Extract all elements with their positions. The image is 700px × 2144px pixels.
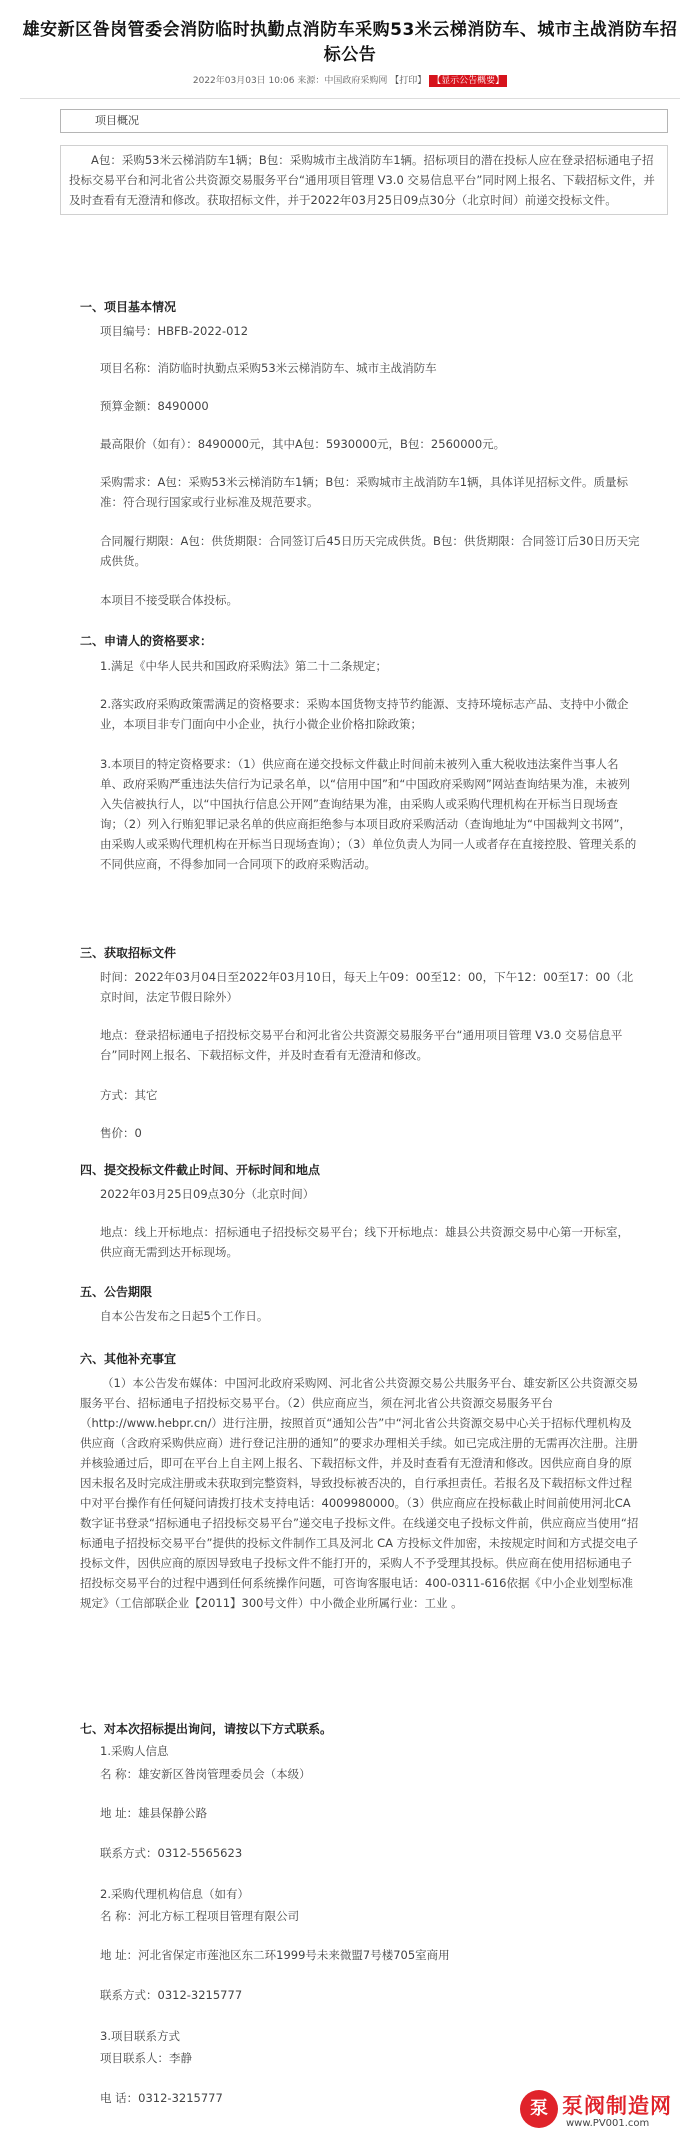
qualification-item-2: 2.落实政府采购政策需满足的资格要求：采购本国货物支持节约能源、支持环境标志产品、支持中小微企业，本项目非专门面向中小企业，执行小微企业价格扣除政策； xyxy=(100,697,629,731)
consortium-note: 本项目不接受联合体投标。 xyxy=(100,593,238,607)
agent-address: 地 址：河北省保定市莲池区东二环1999号未来微盟7号楼705室商用 xyxy=(100,1948,450,1962)
section-7-heading: 七、对本次招标提出询问，请按以下方式联系。 xyxy=(80,1722,333,1736)
project-number: 项目编号：HBFB-2022-012 xyxy=(100,324,249,338)
acquire-price: 售价：0 xyxy=(100,1126,142,1140)
site-watermark xyxy=(520,2086,690,2136)
agent-info-title: 2.采购代理机构信息（如有） xyxy=(100,1887,249,1901)
acquire-place: 地点：登录招标通电子招投标交易平台和河北省公共资源交易服务平台“通用项目管理 V3.0 交易信息平台”同时网上报名、下载招标文件，并及时查看有无澄清和修改。 xyxy=(100,1028,623,1062)
watermark-name: 泵阀制造网 xyxy=(562,2094,672,2118)
submission-deadline: 2022年03月25日09点30分（北京时间） xyxy=(100,1187,315,1201)
document-page xyxy=(20,0,680,215)
publish-info: 2022年03月03日 10:06 来源：中国政府采购网 xyxy=(192,76,388,86)
show-summary-button[interactable]: 【显示公告概要】 xyxy=(429,75,507,87)
overview-text: A包：采购53米云梯消防车1辆；B包：采购城市主战消防车1辆。招标项目的潜在投标人应在登录招标通电子招投标交易平台和河北省公共资源交易服务平台“通用项目管理 V3.0 交易信息平台”同时网上报名、下载招标文件，并及时查看有无澄清和修改。获取招标文件，并于2022年03月25日09点30分（北京时间）前递交投标文件。 xyxy=(60,145,668,215)
announcement-period: 自本公告发布之日起5个工作日。 xyxy=(100,1309,269,1323)
acquire-time: 时间：2022年03月04日至2022年03月10日，每天上午09：00至12：00，下午12：00至17：00（北京时间，法定节假日除外） xyxy=(100,970,634,1004)
contract-period: 合同履行期限：A包：供货期限：合同签订后45日历天完成供货。B包：供货期限：合同签订后30日历天完成供货。 xyxy=(100,534,640,568)
procurement-requirements: 采购需求：A包：采购53米云梯消防车1辆；B包：采购城市主战消防车1辆，具体详见招标文件。质量标准：符合现行国家或行业标准及规范要求。 xyxy=(100,475,629,509)
qualification-item-1: 1.满足《中华人民共和国政府采购法》第二十二条规定； xyxy=(100,659,387,673)
overview-box: 项目概况 xyxy=(60,109,668,133)
buyer-info-title: 1.采购人信息 xyxy=(100,1744,169,1758)
contact-person: 项目联系人：李静 xyxy=(100,2051,192,2065)
section-5-heading: 五、公告期限 xyxy=(80,1285,153,1299)
opening-place: 地点：线上开标地点：招标通电子招投标交易平台；线下开标地点：雄县公共资源交易中心第一开标室，供应商无需到达开标现场。 xyxy=(100,1225,629,1259)
agent-phone: 联系方式：0312-3215777 xyxy=(100,1988,243,2002)
project-name: 项目名称：消防临时执勤点采购53米云梯消防车、城市主战消防车 xyxy=(100,361,437,375)
budget: 预算金额：8490000 xyxy=(100,399,209,413)
section-3-heading: 三、获取招标文件 xyxy=(80,946,177,960)
supplementary-notes: （1）本公告发布媒体：中国河北政府采购网、河北省公共资源交易公共服务平台、雄安新区公共资源交易服务平台、招标通电子招投标交易平台。（2）供应商应当，须在河北省公共资源交易服务平台（http://www.hebpr.cn/）进行注册，按照首页“通知公告”中“河北省公共资源交易中心关于招标代理机构及供应商（含政府采购供应商）进行登记注册的通知”的要求办理相关手续。如已完成注册的无需再次注册。注册并核验通过后，即可在平台上自主网上报名、下载招标文件，并及时查看有无澄清和修改。因供应商自身的原因未报名及时完成注册或未获取到完整资料，导致投标被否决的，自行承担责任。若报名及下载招标文件过程中对平台操作有任何疑问请拨打技术支持电话：4009980000。（3）供应商应在投标截止时间前使用河北CA 数字证书登录“招标通电子招投标交易平台”递交电子投标文件。在线递交电子投标文件前，供应商应当使用“招标通电子招投标交易平台”提供的投标文件制作工具及河北 CA 方投标文件加密，未按规定时间和方式提交电子投标文件，因供应商的原因导致电子投标文件不能打开的，采购人不予受理其投标。供应商在使用招标通电子招投标交易平台的过程中遇到任何系统操作问题，可咨询客服电话：400-0311-616依据《中小企业划型标准规定》（工信部联企业【2011】300号文件）中小微企业所属行业：工业 。 xyxy=(80,1376,639,1610)
acquire-method: 方式：其它 xyxy=(100,1088,158,1102)
print-link[interactable]: 【打印】 xyxy=(390,76,427,86)
agent-name: 名 称：河北方标工程项目管理有限公司 xyxy=(100,1909,300,1923)
contact-info-title: 3.项目联系方式 xyxy=(100,2029,180,2043)
section-1-heading: 一、项目基本情况 xyxy=(80,300,177,314)
publish-meta xyxy=(20,74,680,88)
section-2-heading: 二、申请人的资格要求： xyxy=(80,634,213,648)
divider xyxy=(20,98,680,99)
section-6-heading: 六、其他补充事宜 xyxy=(80,1352,177,1366)
watermark-logo-icon: 泵 xyxy=(520,2090,558,2128)
max-price: 最高限价（如有）：8490000元，其中A包：5930000元，B包：2560000元。 xyxy=(100,437,506,451)
contact-phone: 电 话：0312-3215777 xyxy=(100,2091,223,2105)
section-4-heading: 四、提交投标文件截止时间、开标时间和地点 xyxy=(80,1163,321,1177)
page-title: 雄安新区昝岗管委会消防临时执勤点消防车采购53米云梯消防车、城市主战消防车招标公告 xyxy=(22,20,678,65)
watermark-url: www.PV001.com xyxy=(566,2118,650,2129)
buyer-name: 名 称：雄安新区昝岗管理委员会（本级） xyxy=(100,1767,311,1781)
buyer-phone: 联系方式：0312-5565623 xyxy=(100,1846,243,1860)
qualification-item-3: 3.本项目的特定资格要求：（1）供应商在递交投标文件截止时间前未被列入重大税收违法案件当事人名单、政府采购严重违法失信行为记录名单，以“信用中国”和“中国政府采购网”网站查询结果为准，未被列入失信被执行人，以“中国执行信息公开网”查询结果为准，由采购人或采购代理机构在开标当日现场查询；（2）列入行贿犯罪记录名单的供应商拒绝参与本项目政府采购活动（查询地址为“中国裁判文书网”，由采购人或采购代理机构在开标当日现场查询）；（3）单位负责人为同一人或者存在直接控股、管理关系的不同供应商，不得参加同一合同项下的政府采购活动。 xyxy=(100,757,637,871)
buyer-address: 地 址：雄县保静公路 xyxy=(100,1806,208,1820)
